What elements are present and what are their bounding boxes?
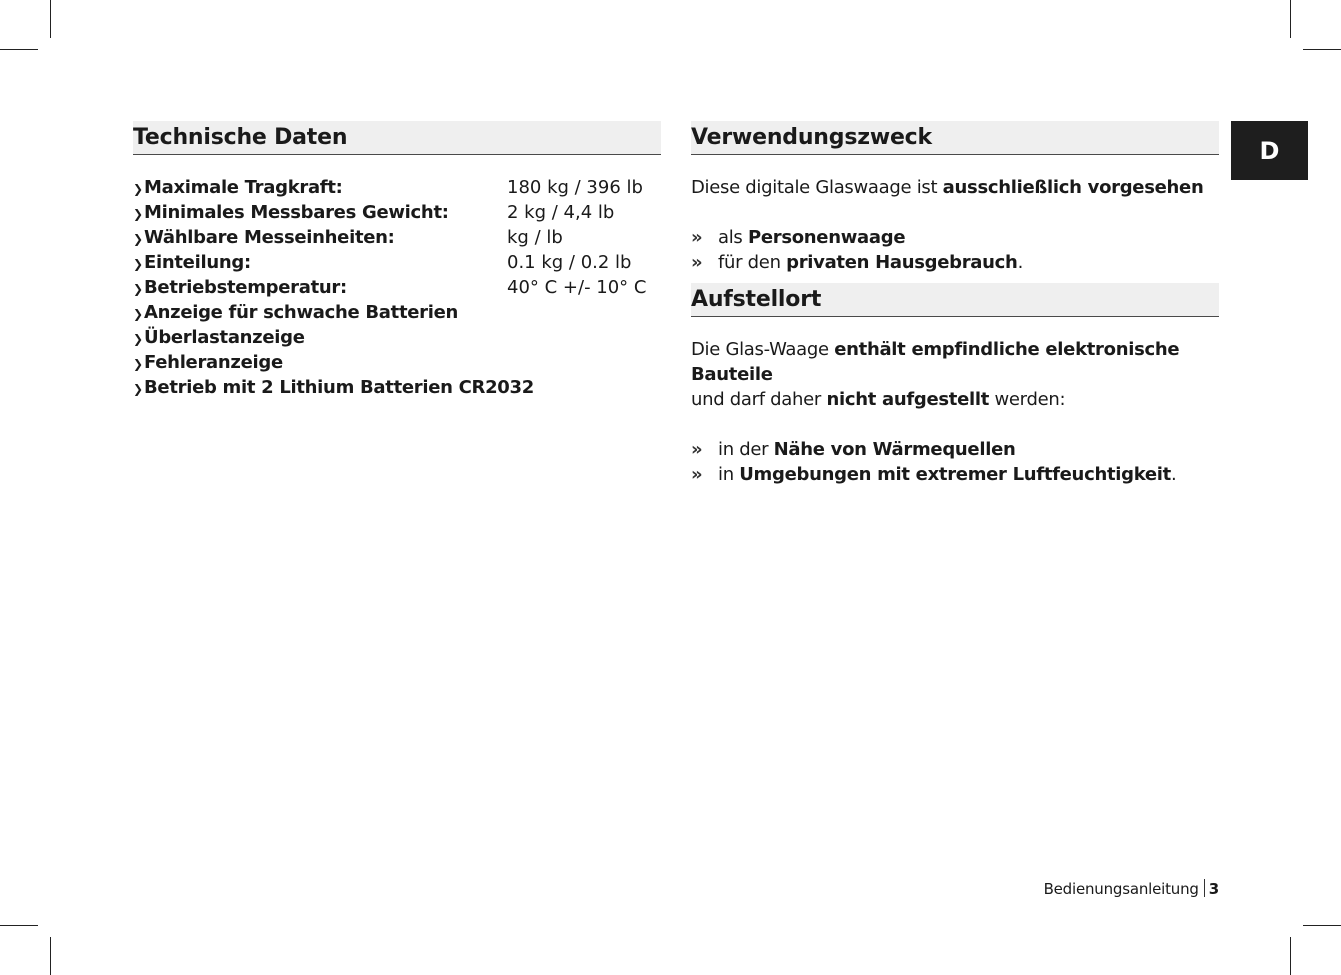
spec-value: 2 kg / 4,4 lb (507, 202, 615, 223)
double-chevron-icon: » (691, 439, 703, 460)
crop-mark (1290, 937, 1291, 975)
purpose-heading: Verwendungszweck (691, 121, 1219, 155)
bullet-item: » in Umgebungen mit extremer Luftfeuchtigkeit. (691, 464, 1177, 485)
bullet-item: » in der Nähe von Wärmequellen (691, 439, 1016, 460)
crop-mark (1290, 0, 1291, 38)
spec-row (133, 175, 661, 200)
spec-label: Betrieb mit 2 Lithium Batterien CR2032 (144, 377, 534, 398)
chevron-right-icon: ❯ (133, 382, 144, 396)
double-chevron-icon: » (691, 464, 703, 485)
technical-data-section (133, 121, 661, 400)
spec-row (133, 350, 661, 375)
crop-mark (1303, 49, 1341, 50)
chevron-right-icon: ❯ (133, 357, 144, 371)
spec-label: Einteilung: (144, 252, 251, 273)
spec-value: kg / lb (507, 227, 563, 248)
page-number: 3 (1208, 880, 1219, 898)
language-tab: D (1231, 121, 1308, 180)
footer-divider (1204, 879, 1205, 897)
spec-value: 0.1 kg / 0.2 lb (507, 252, 632, 273)
purpose-intro: Diese digitale Glaswaage ist ausschließlich vorgesehen (691, 177, 1204, 198)
crop-mark (50, 937, 51, 975)
crop-mark (0, 925, 38, 926)
crop-mark (50, 0, 51, 38)
location-intro: Die Glas-Waage enthält empfindliche elektronische Bauteile und darf daher nicht aufgestellt werden: (691, 339, 1180, 410)
spec-row (133, 275, 661, 300)
purpose-section (691, 121, 1219, 487)
chevron-right-icon: ❯ (133, 282, 144, 296)
bullet-item: » für den privaten Hausgebrauch. (691, 252, 1023, 273)
spec-label: Wählbare Messeinheiten: (144, 227, 395, 248)
crop-mark (1303, 925, 1341, 926)
spec-label: Minimales Messbares Gewicht: (144, 202, 449, 223)
spec-label: Betriebstemperatur: (144, 277, 347, 298)
spec-label: Fehleranzeige (144, 352, 283, 373)
double-chevron-icon: » (691, 252, 703, 273)
spec-row (133, 300, 661, 325)
chevron-right-icon: ❯ (133, 232, 144, 246)
technical-data-heading: Technische Daten (133, 121, 661, 155)
spec-row (133, 375, 661, 400)
chevron-right-icon: ❯ (133, 307, 144, 321)
spec-label: Anzeige für schwache Batterien (144, 302, 459, 323)
location-heading: Aufstellort (691, 283, 1219, 317)
chevron-right-icon: ❯ (133, 182, 144, 196)
spec-row (133, 225, 661, 250)
spec-label: Maximale Tragkraft: (144, 177, 343, 198)
spec-row (133, 200, 661, 225)
spec-row (133, 250, 661, 275)
spec-list (133, 175, 661, 400)
crop-mark (0, 49, 38, 50)
page-footer (1044, 878, 1219, 900)
footer-title: Bedienungsanleitung (1043, 880, 1199, 898)
spec-value: 180 kg / 396 lb (507, 177, 643, 198)
chevron-right-icon: ❯ (133, 257, 144, 271)
purpose-bullet-list (691, 225, 1219, 275)
spec-row (133, 325, 661, 350)
bullet-item: » als Personenwaage (691, 227, 906, 248)
location-bullet-list (691, 437, 1219, 487)
spec-label: Überlastanzeige (144, 327, 305, 348)
spec-value: 40° C +/- 10° C (507, 277, 647, 298)
chevron-right-icon: ❯ (133, 207, 144, 221)
chevron-right-icon: ❯ (133, 332, 144, 346)
double-chevron-icon: » (691, 227, 703, 248)
